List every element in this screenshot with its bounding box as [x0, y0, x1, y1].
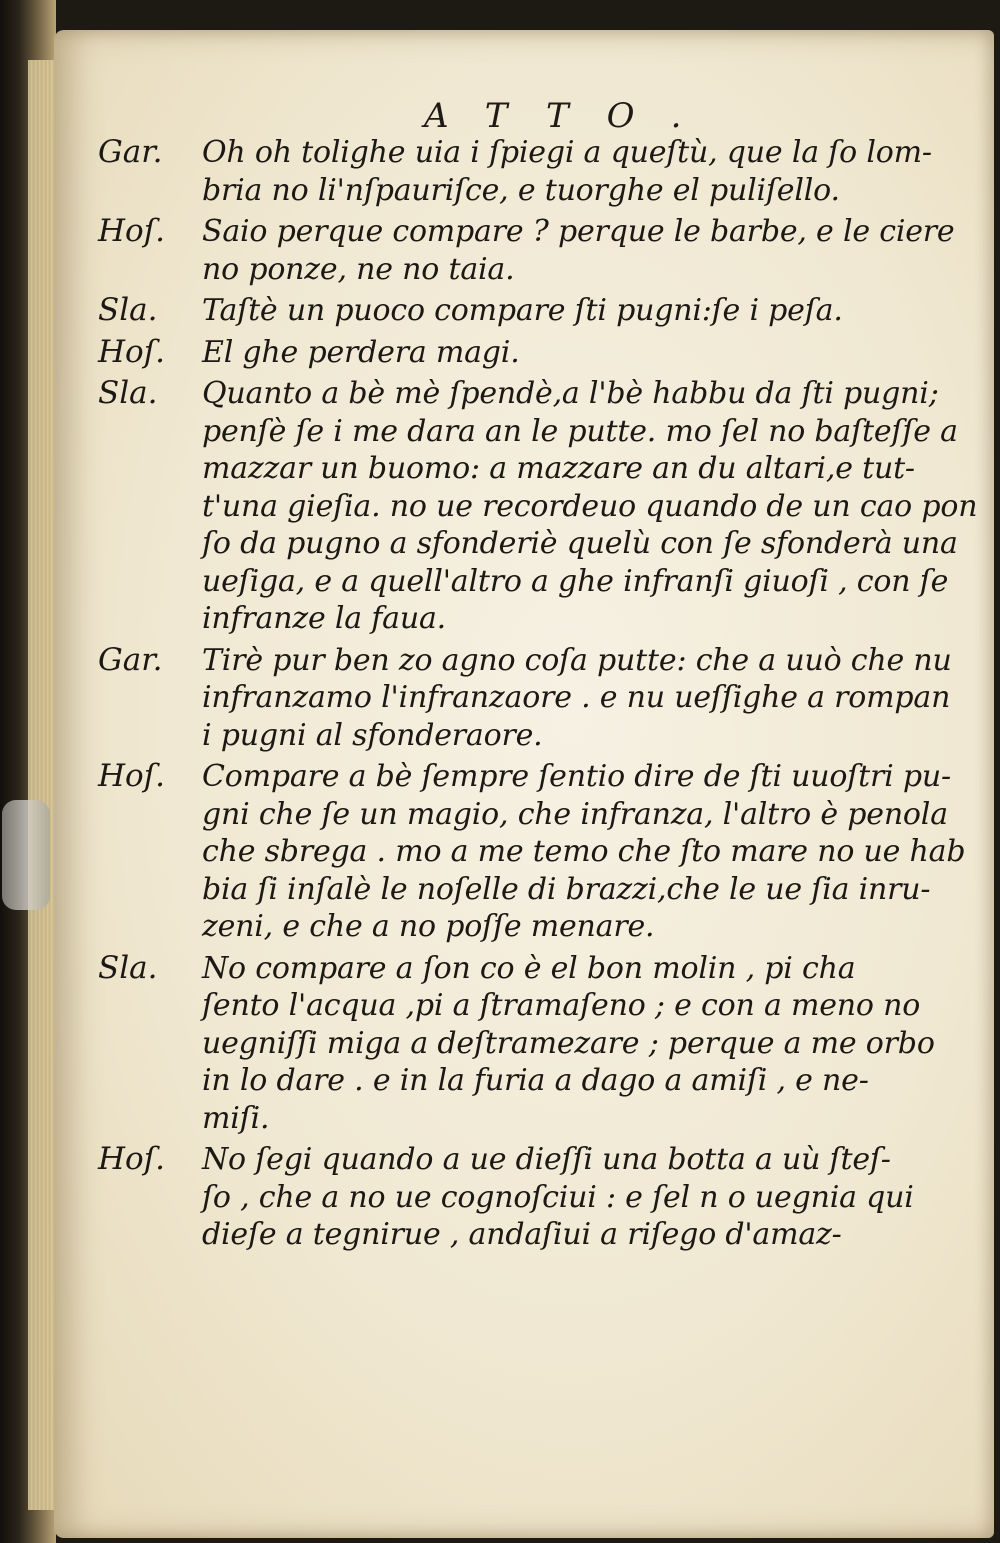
- text-line: t'una gieſia. no ue recordeuo quando de un cao pon: [202, 488, 978, 524]
- text-line: infranzamo l'infranzaore . e nu ueſſighe a rompan: [202, 680, 951, 715]
- speech-block: [98, 292, 958, 330]
- text-line: ſento l'acqua ,pi a ſtramaſeno ; e con a meno no: [202, 988, 921, 1023]
- running-header: ATTO.: [424, 96, 720, 136]
- text-line: dieſe a tegnirue , andaſiui a riſego d'amaz-: [202, 1217, 842, 1252]
- speech-lines: [202, 134, 958, 209]
- speech-lines: [202, 375, 978, 638]
- speaker-name: Sla.: [98, 375, 158, 411]
- text-line: gni che ſe un magio, che infranza, l'altro è penola: [202, 796, 948, 832]
- text-line: infranze la faua.: [202, 601, 447, 636]
- speech-block: [98, 642, 958, 755]
- text-line: ueſiga, e a quell'altro a ghe infranſi giuoſi , con ſe: [202, 563, 949, 599]
- speaker-name: Hoſ.: [98, 333, 166, 370]
- speech-lines: [202, 213, 958, 288]
- text-line: no ponze, ne no taia.: [202, 251, 515, 287]
- text-line: i pugni al sfonderaore.: [202, 717, 543, 753]
- text-line: Tirè pur ben zo agno coſa putte: che a uuò che nu: [202, 642, 952, 678]
- speech-lines: [202, 1141, 958, 1254]
- page-clip: [2, 800, 50, 910]
- speech-block: [98, 334, 958, 372]
- text-line: Oh oh tolighe uia i ſpiegi a queſtù, que la ſo lom-: [202, 135, 932, 170]
- speech-lines: [202, 334, 958, 372]
- speech-lines: [202, 642, 958, 755]
- speech-lines: [202, 292, 958, 330]
- speech-block: [98, 213, 958, 288]
- text-line: zeni, e che a no poſſe menare.: [202, 909, 655, 944]
- play-text: [98, 134, 978, 1258]
- speech-block: [98, 1141, 958, 1254]
- speaker-name: Hoſ.: [98, 758, 166, 794]
- text-line: uegniſſi miga a deſtramezare ; perque a me orbo: [202, 1025, 935, 1061]
- speaker-name: Gar.: [98, 641, 163, 678]
- speech-block: [98, 134, 958, 209]
- text-line: bia ſi inſalè le noſelle di brazzi,che le ue ſia inru-: [202, 871, 931, 907]
- text-line: No compare a ſon co è el bon molin , pi cha: [202, 950, 856, 986]
- text-line: penſè ſe i me dara an le putte. mo ſel no baſteſſe a: [202, 413, 958, 449]
- text-line: mazzar un buomo: a mazzare an du altari,e tut-: [202, 451, 915, 486]
- text-line: Saio perque compare ? perque le barbe, e le ciere: [202, 214, 955, 249]
- text-line: bria no li'nſpauriſce, e tuorghe el puliſello.: [202, 172, 840, 208]
- speech-block: [98, 758, 966, 946]
- text-line: Compare a bè ſempre ſentio dire de ſti uuoſtri pu-: [202, 759, 951, 794]
- speaker-name: Sla.: [98, 949, 158, 986]
- speech-block: [98, 375, 978, 638]
- text-line: Quanto a bè mè ſpendè,a l'bè habbu da ſti pugni;: [202, 376, 939, 411]
- text-line: El ghe perdera magi.: [202, 334, 520, 370]
- text-line: ſo da pugno a sfonderiè quelù con ſe sfonderà una: [202, 526, 958, 561]
- speaker-name: Hoſ.: [98, 1141, 166, 1177]
- speaker-name: Gar.: [98, 134, 163, 170]
- speech-lines: [202, 950, 958, 1138]
- book-page: [54, 30, 994, 1538]
- text-line: che sbrega . mo a me temo che ſto mare no ue hab: [202, 834, 966, 869]
- text-line: No ſegi quando a ue dieſſi una botta a uù ſteſ-: [202, 1142, 891, 1177]
- speaker-name: Hoſ.: [98, 213, 166, 249]
- text-line: miſi.: [202, 1100, 270, 1136]
- speech-lines: [202, 758, 966, 946]
- text-line: Taſtè un puoco compare ſti pugni:ſe i peſa.: [202, 293, 843, 328]
- speaker-name: Sla.: [98, 292, 158, 328]
- text-line: in lo dare . e in la furia a dago a amiſi , e ne-: [202, 1063, 869, 1098]
- text-line: ſo , che a no ue cognoſciui : e ſel n o uegnia qui: [202, 1179, 914, 1215]
- speech-block: [98, 950, 958, 1138]
